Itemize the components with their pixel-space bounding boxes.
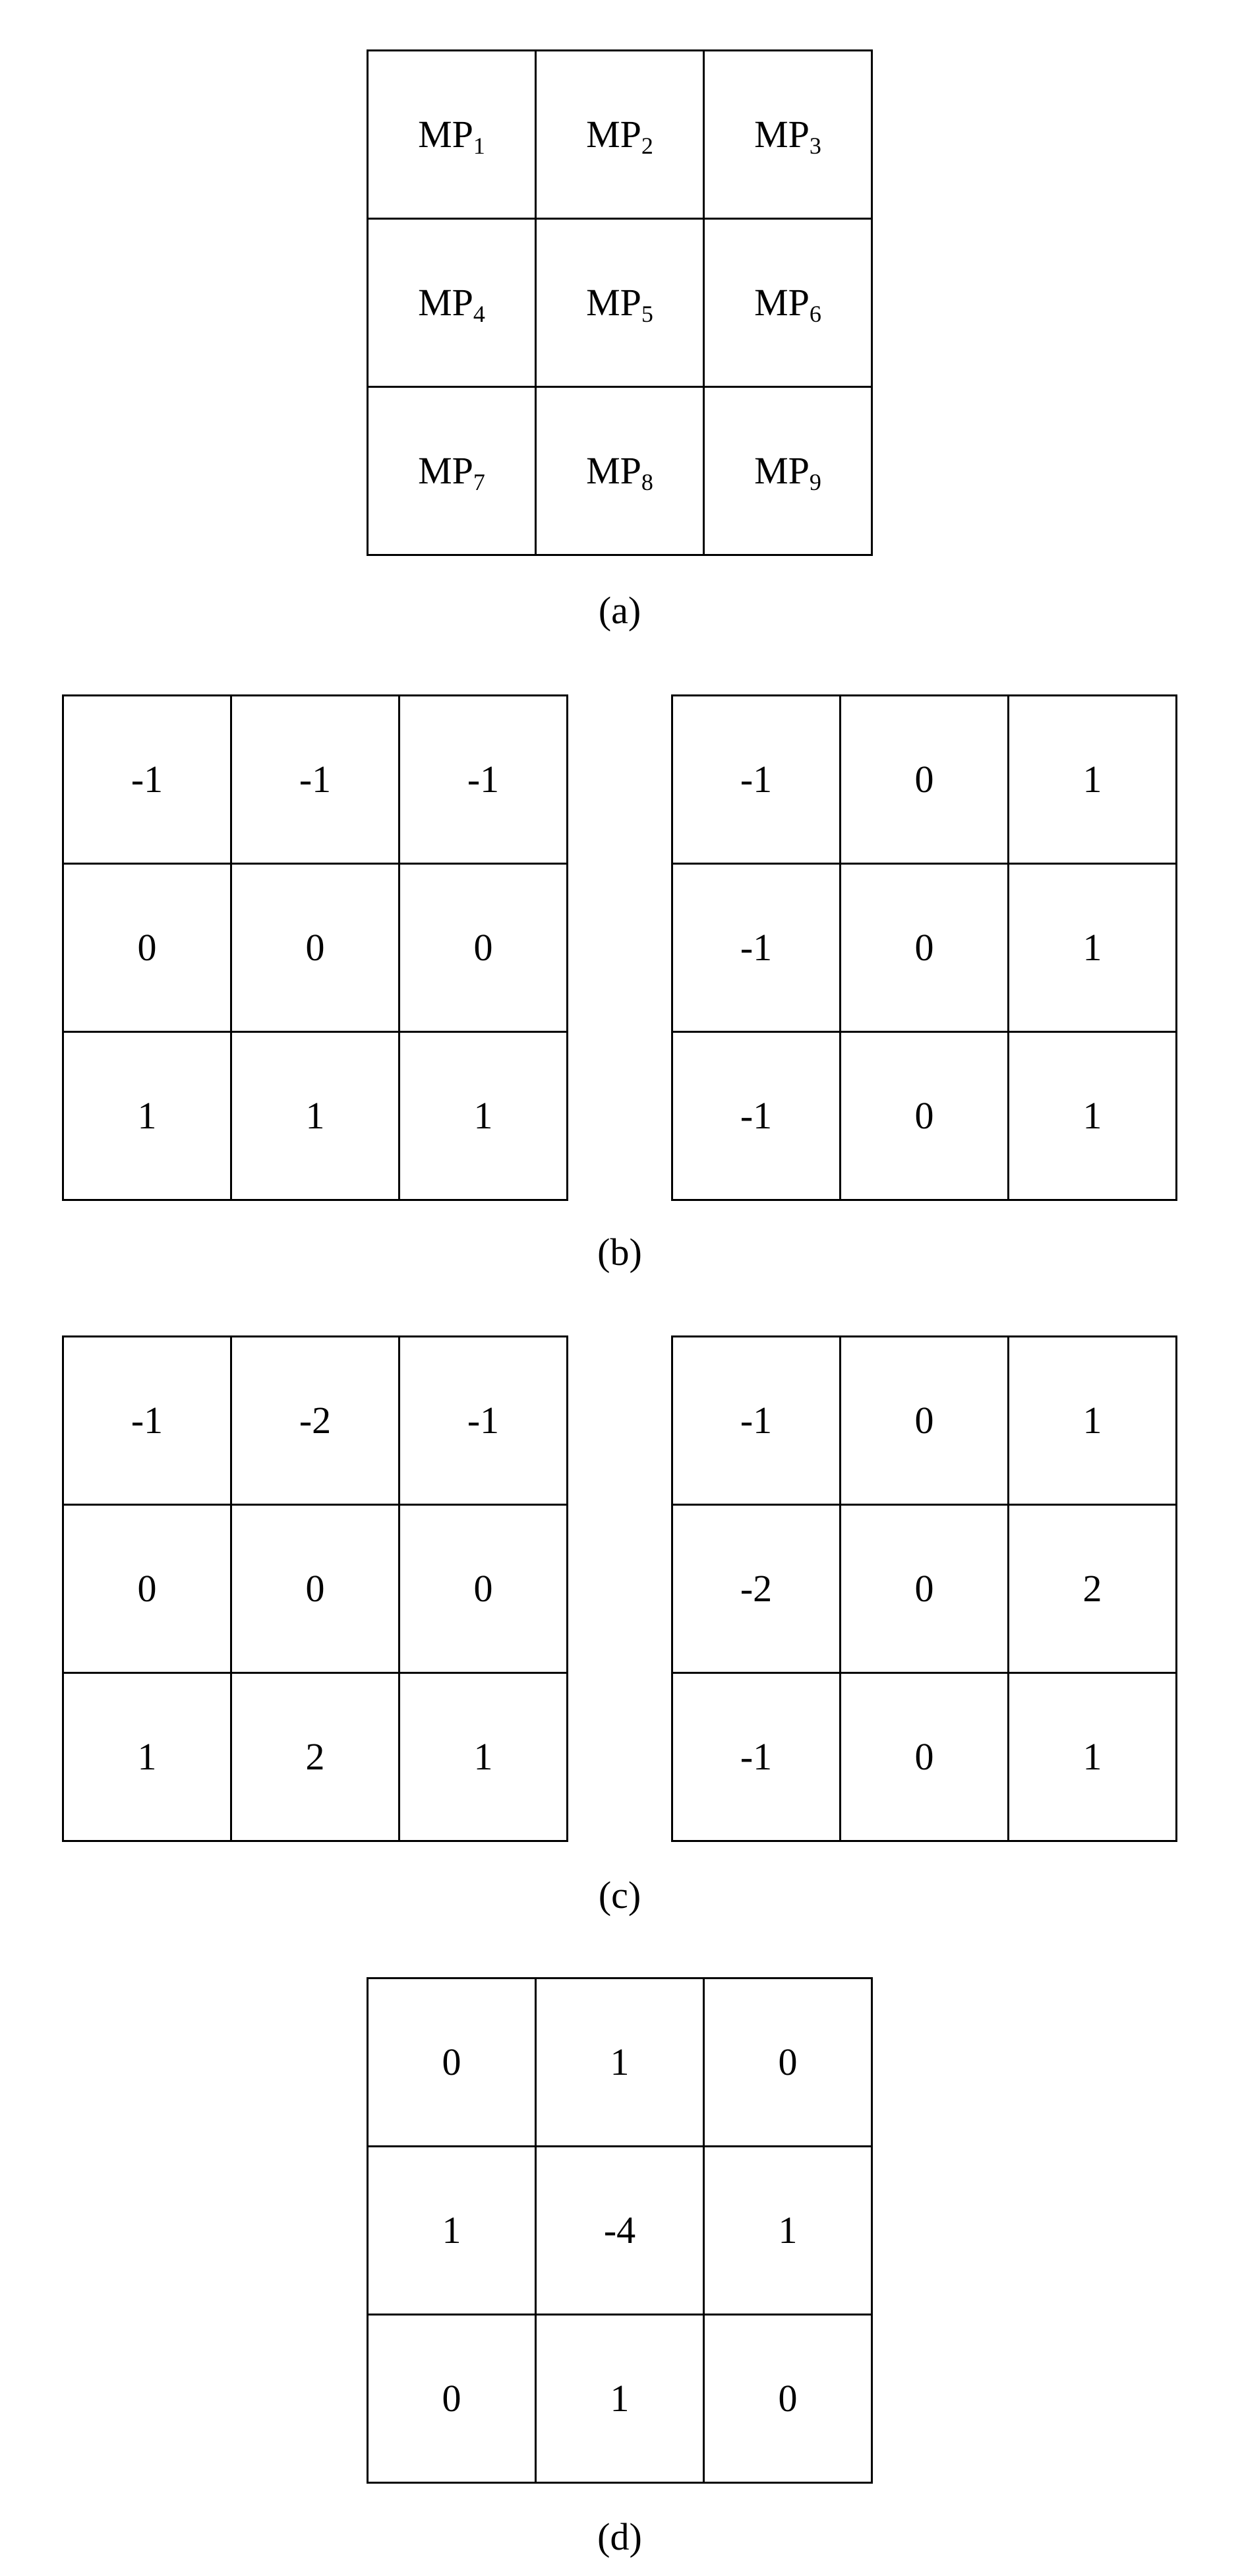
grid-row bbox=[672, 1673, 1177, 1841]
horizontal-kernel-grid-b bbox=[62, 694, 568, 1201]
grid-cell: 1 bbox=[399, 1673, 568, 1841]
grid-cell: -1 bbox=[399, 696, 568, 864]
grid-cell bbox=[704, 51, 872, 219]
cell-subscript: 8 bbox=[641, 469, 653, 496]
cell-base: MP bbox=[586, 281, 641, 324]
grid-cell: 0 bbox=[368, 2315, 536, 2483]
grid-cell: -1 bbox=[63, 696, 231, 864]
grid-cell: 0 bbox=[841, 696, 1009, 864]
cell-subscript: 5 bbox=[641, 301, 653, 328]
grid-cell: 0 bbox=[704, 2315, 872, 2483]
grid-cell: 1 bbox=[1009, 864, 1177, 1032]
grid-cell: 1 bbox=[536, 2315, 704, 2483]
grid-row bbox=[63, 1337, 568, 1505]
grid-cell bbox=[704, 387, 872, 555]
laplacian-kernel-grid bbox=[367, 1977, 873, 2484]
grid-cell: 0 bbox=[841, 1032, 1009, 1200]
grid-cell bbox=[704, 219, 872, 387]
grid-row bbox=[368, 51, 872, 219]
grid-row bbox=[63, 864, 568, 1032]
grid-cell: -1 bbox=[672, 864, 841, 1032]
cell-subscript: 7 bbox=[473, 469, 485, 496]
cell-subscript: 4 bbox=[473, 301, 485, 328]
grid-cell: 1 bbox=[1009, 1337, 1177, 1505]
grid-cell: -2 bbox=[672, 1505, 841, 1673]
cell-base: MP bbox=[754, 281, 810, 324]
grid-cell: -1 bbox=[672, 696, 841, 864]
caption-c: (c) bbox=[598, 1874, 641, 1917]
grid-cell bbox=[368, 51, 536, 219]
caption-d: (d) bbox=[597, 2515, 642, 2558]
grid-cell: 1 bbox=[1009, 1032, 1177, 1200]
grid-row bbox=[368, 2147, 872, 2315]
cell-base: MP bbox=[586, 113, 641, 156]
grid-row bbox=[672, 864, 1177, 1032]
grid-cell bbox=[536, 51, 704, 219]
grid-cell: 1 bbox=[704, 2147, 872, 2315]
grid-cell: 1 bbox=[63, 1032, 231, 1200]
cell-subscript: 3 bbox=[809, 133, 821, 160]
cell-base: MP bbox=[418, 113, 473, 156]
cell-subscript: 2 bbox=[641, 133, 653, 160]
grid-cell: -1 bbox=[399, 1337, 568, 1505]
grid-cell: -1 bbox=[672, 1032, 841, 1200]
grid-row bbox=[672, 696, 1177, 864]
grid-cell bbox=[368, 387, 536, 555]
grid-row bbox=[368, 387, 872, 555]
grid-cell: 2 bbox=[231, 1673, 399, 1841]
grid-cell: 1 bbox=[63, 1673, 231, 1841]
grid-cell: -2 bbox=[231, 1337, 399, 1505]
grid-cell: 1 bbox=[231, 1032, 399, 1200]
grid-cell: 0 bbox=[841, 1505, 1009, 1673]
grid-cell: 1 bbox=[368, 2147, 536, 2315]
horizontal-kernel-grid-c bbox=[62, 1335, 568, 1842]
grid-row bbox=[672, 1337, 1177, 1505]
grid-cell: 0 bbox=[231, 864, 399, 1032]
grid-cell bbox=[368, 219, 536, 387]
mp-neighborhood-grid bbox=[367, 49, 873, 556]
cell-base: MP bbox=[754, 449, 810, 492]
grid-row bbox=[63, 1505, 568, 1673]
grid-cell bbox=[536, 387, 704, 555]
grid-cell: 0 bbox=[841, 864, 1009, 1032]
grid-row bbox=[63, 1032, 568, 1200]
grid-row bbox=[672, 1032, 1177, 1200]
grid-row bbox=[63, 696, 568, 864]
grid-cell: 0 bbox=[841, 1337, 1009, 1505]
cell-subscript: 6 bbox=[809, 301, 821, 328]
grid-cell: 0 bbox=[704, 1978, 872, 2147]
grid-cell: 1 bbox=[1009, 696, 1177, 864]
grid-cell: -1 bbox=[63, 1337, 231, 1505]
grid-cell: -4 bbox=[536, 2147, 704, 2315]
grid-row bbox=[368, 1978, 872, 2147]
cell-base: MP bbox=[418, 281, 473, 324]
caption-b: (b) bbox=[597, 1231, 642, 1273]
grid-cell: 0 bbox=[63, 1505, 231, 1673]
grid-cell: -1 bbox=[672, 1673, 841, 1841]
grid-row bbox=[672, 1505, 1177, 1673]
grid-row bbox=[368, 219, 872, 387]
grid-row bbox=[368, 2315, 872, 2483]
cell-base: MP bbox=[754, 113, 810, 156]
grid-cell: 0 bbox=[63, 864, 231, 1032]
grid-cell: 2 bbox=[1009, 1505, 1177, 1673]
grid-cell: 0 bbox=[399, 1505, 568, 1673]
grid-cell: -1 bbox=[231, 696, 399, 864]
grid-cell: 0 bbox=[399, 864, 568, 1032]
cell-base: MP bbox=[418, 449, 473, 492]
grid-cell: 0 bbox=[231, 1505, 399, 1673]
grid-cell: 1 bbox=[399, 1032, 568, 1200]
grid-cell: 1 bbox=[536, 1978, 704, 2147]
cell-subscript: 1 bbox=[473, 133, 485, 160]
cell-subscript: 9 bbox=[809, 469, 821, 496]
grid-cell: 0 bbox=[841, 1673, 1009, 1841]
grid-cell bbox=[536, 219, 704, 387]
grid-cell: -1 bbox=[672, 1337, 841, 1505]
cell-base: MP bbox=[586, 449, 641, 492]
vertical-kernel-grid-c bbox=[671, 1335, 1177, 1842]
grid-cell: 0 bbox=[368, 1978, 536, 2147]
grid-cell: 1 bbox=[1009, 1673, 1177, 1841]
grid-row bbox=[63, 1673, 568, 1841]
vertical-kernel-grid-b bbox=[671, 694, 1177, 1201]
caption-a: (a) bbox=[598, 589, 641, 632]
